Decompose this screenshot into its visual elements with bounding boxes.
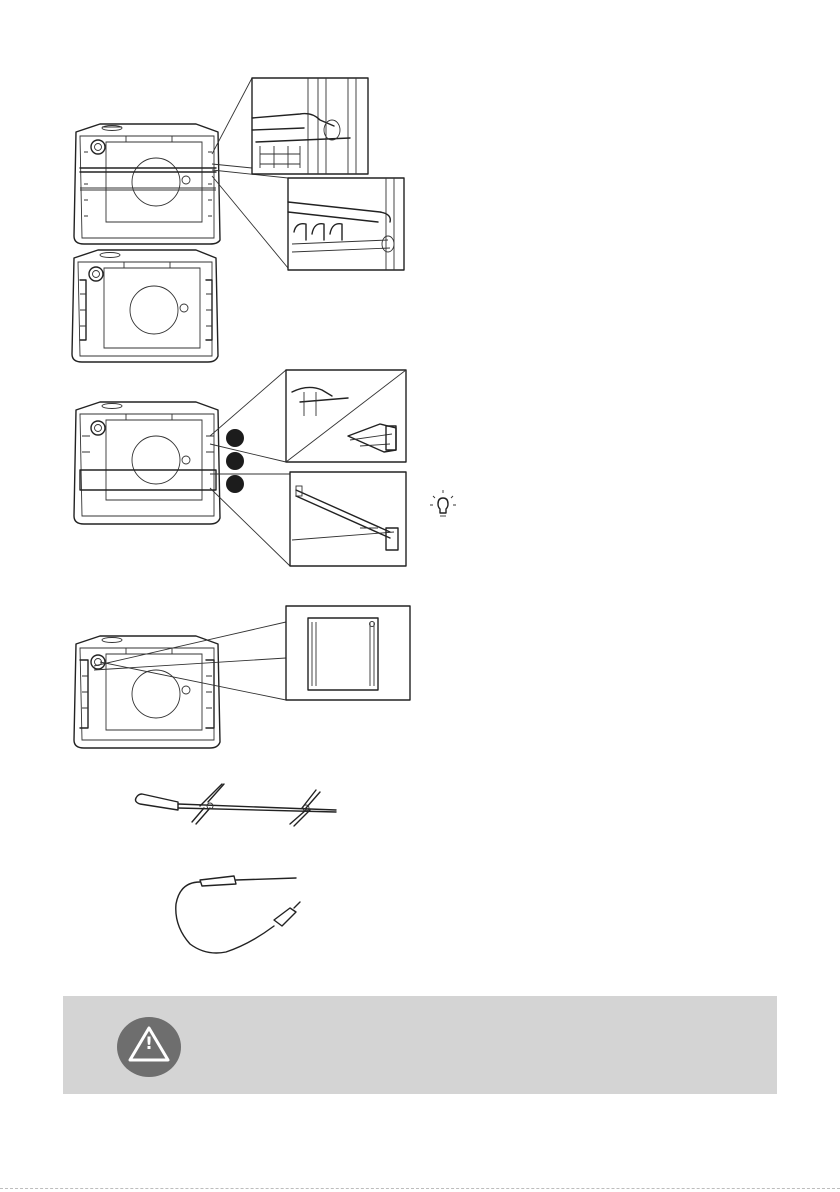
rack-guide-detail-2 bbox=[288, 178, 404, 270]
shelf-level-badge-1 bbox=[226, 429, 244, 447]
page-bottom-edge bbox=[0, 1188, 840, 1190]
shelf-level-badge-3 bbox=[226, 475, 244, 493]
shelf-level-badge-2 bbox=[226, 452, 244, 470]
rack-guide-detail-1 bbox=[252, 78, 368, 174]
oven-empty-guides-figure bbox=[60, 244, 230, 368]
rotisserie-spit-figure bbox=[130, 780, 340, 830]
oven-telescopic-runners-figure bbox=[60, 366, 420, 576]
oven-rack-guides-figure bbox=[60, 72, 420, 272]
runner-detail-1 bbox=[286, 370, 406, 462]
lightbulb-tip-icon bbox=[428, 488, 458, 520]
oven-body bbox=[74, 124, 220, 244]
runner-detail-2 bbox=[290, 472, 406, 566]
meat-probe-figure bbox=[166, 864, 306, 964]
oven-side-panel-figure bbox=[60, 600, 420, 756]
warning-symbol: ! bbox=[145, 1034, 153, 1054]
side-panel-detail bbox=[286, 606, 410, 700]
